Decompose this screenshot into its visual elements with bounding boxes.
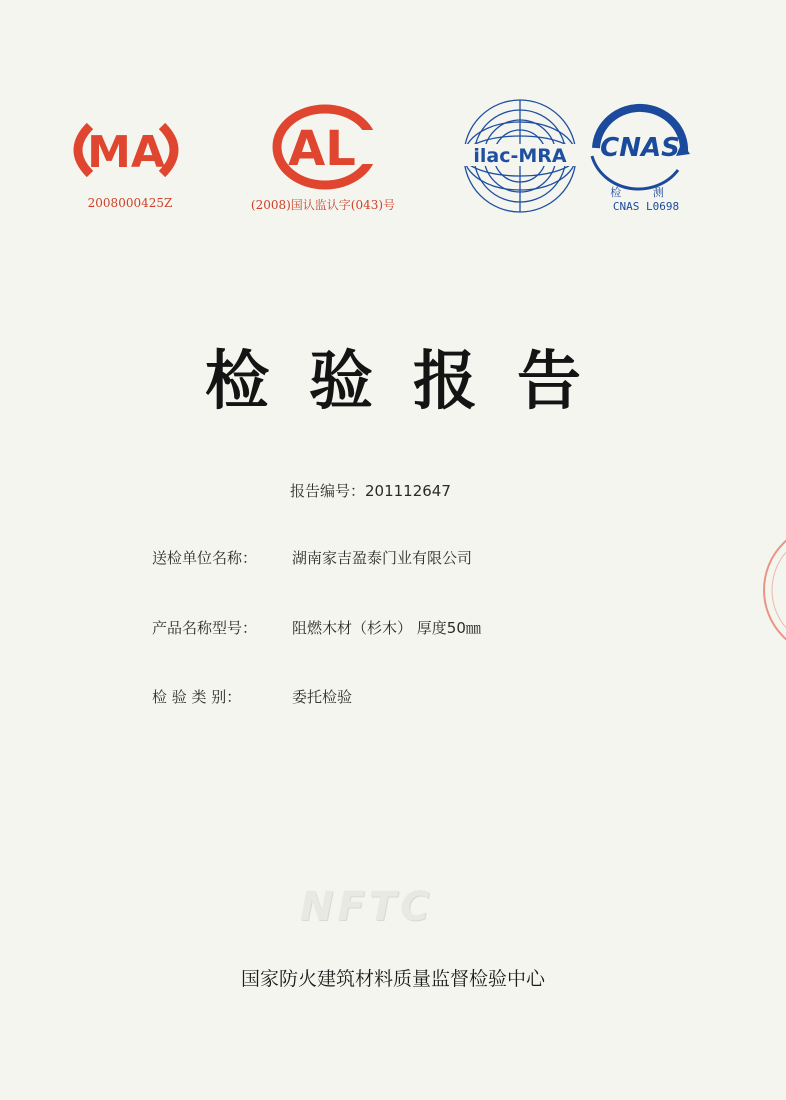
cal-seal-icon bbox=[270, 100, 380, 190]
report-number: 报告编号：201112647 bbox=[290, 482, 451, 500]
cma-seal-icon bbox=[62, 118, 190, 182]
document-title: 检验报告 bbox=[205, 345, 621, 419]
cnas-code: CNAS L0698 bbox=[612, 200, 680, 213]
cal-code: (2008)国认监认字(043)号 bbox=[250, 198, 396, 212]
cma-code: 2008000425Z bbox=[87, 196, 173, 210]
client-label: 送检单位名称： bbox=[152, 549, 258, 567]
svg-text:MA: MA bbox=[87, 127, 165, 178]
svg-text:CNAS: CNAS bbox=[600, 133, 680, 163]
inspection-type-label: 检 验 类 别： bbox=[152, 688, 242, 706]
organization-name: 国家防火建筑材料质量监督检验中心 bbox=[240, 968, 545, 990]
product-label: 产品名称型号： bbox=[152, 619, 258, 637]
ilac-mra-logo-icon bbox=[458, 96, 582, 216]
svg-text:AL: AL bbox=[288, 121, 356, 177]
svg-text:ilac-MRA: ilac-MRA bbox=[473, 145, 567, 167]
inspection-type-value: 委托检验 bbox=[292, 688, 353, 706]
cnas-subtitle: 检 测 bbox=[610, 186, 678, 199]
product-value: 阻燃木材（杉木） 厚度50㎜ bbox=[292, 619, 481, 637]
cnas-logo-icon bbox=[582, 98, 698, 194]
client-value: 湖南家吉盈泰门业有限公司 bbox=[292, 549, 473, 567]
red-stamp-icon bbox=[752, 520, 786, 660]
nftc-watermark: NFTC bbox=[300, 884, 434, 930]
